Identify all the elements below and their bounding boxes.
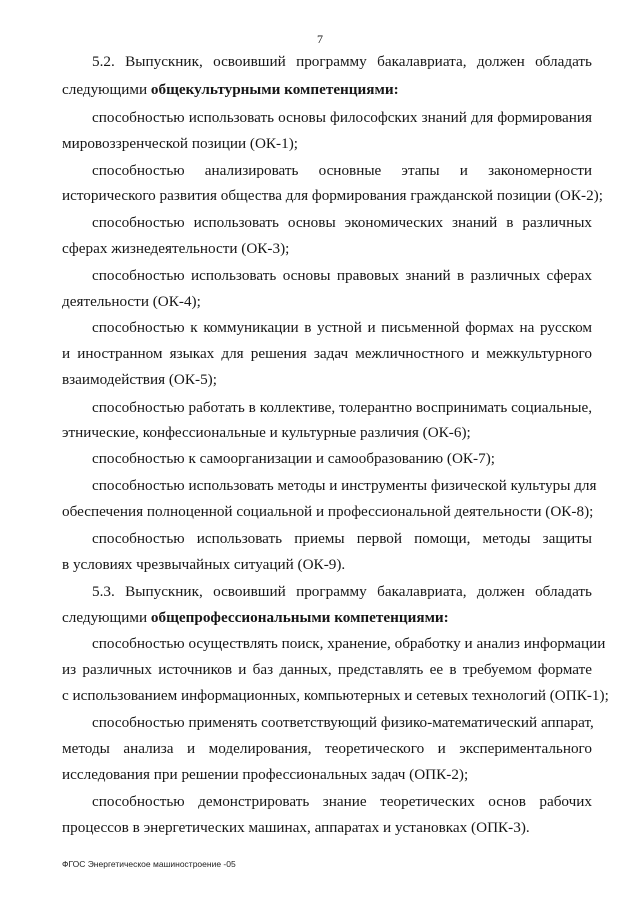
- opk-1-line-1: способностью осуществлять поиск, хранение, обработку и анализ информации: [92, 635, 606, 652]
- ok-3-line-2: сферах жизнедеятельности (ОК-3);: [62, 240, 290, 257]
- ok-9-line-2: в условиях чрезвычайных ситуаций (ОК-9).: [62, 556, 346, 573]
- ok-8-line-2: обеспечения полноценной социальной и профессиональной деятельности (ОК-8);: [62, 503, 594, 520]
- section-5-3-heading: общепрофессиональными компетенциями:: [150, 609, 449, 626]
- opk-2-line-3: исследования при решении профессиональных задач (ОПК-2);: [62, 766, 469, 783]
- section-5-2-line-2: [62, 80, 592, 100]
- opk-3-line-2: процессов в энергетических машинах, аппаратах и установках (ОПК-3).: [62, 819, 530, 836]
- section-5-2-line-1: 5.2. Выпускник, освоивший программу бакалавриата, должен обладать: [92, 53, 592, 70]
- section-5-3-line-2: [62, 608, 592, 628]
- ok-7-line-1: способностью к самоорганизации и самообразованию (ОК-7);: [92, 450, 495, 467]
- ok-1-line-1: способностью использовать основы философских знаний для формирования: [92, 109, 592, 126]
- section-5-2-intro: следующими: [62, 81, 151, 98]
- ok-8-line-1: способностью использовать методы и инструменты физической культуры для: [92, 477, 597, 494]
- opk-3-line-1: способностью демонстрировать знание теоретических основ рабочих: [92, 793, 592, 810]
- ok-5-line-3: взаимодействия (ОК-5);: [62, 371, 217, 388]
- ok-6-line-2: этнические, конфессиональные и культурные различия (ОК-6);: [62, 424, 471, 441]
- opk-1-line-2: из различных источников и баз данных, представлять ее в требуемом формате: [62, 661, 592, 678]
- ok-2-line-1: способностью анализировать основные этапы и закономерности: [92, 162, 592, 179]
- page-number: 7: [317, 32, 323, 46]
- ok-4-line-2: деятельности (ОК-4);: [62, 293, 201, 310]
- ok-6-line-1: способностью работать в коллективе, толерантно воспринимать социальные,: [92, 399, 592, 416]
- document-footer: ФГОС Энергетическое машиностроение -05: [62, 859, 236, 869]
- ok-2-line-2: исторического развития общества для формирования гражданской позиции (ОК-2);: [62, 187, 603, 204]
- opk-2-line-1: способностью применять соответствующий физико-математический аппарат,: [92, 714, 594, 731]
- ok-1-line-2: мировоззренческой позиции (ОК-1);: [62, 135, 298, 152]
- section-5-3-line-1: 5.3. Выпускник, освоивший программу бакалавриата, должен обладать: [92, 583, 592, 600]
- section-5-3-intro: следующими: [62, 609, 151, 626]
- opk-2-line-2: методы анализа и моделирования, теоретического и экспериментального: [62, 740, 592, 757]
- ok-3-line-1: способностью использовать основы экономических знаний в различных: [92, 214, 592, 231]
- ok-5-line-1: способностью к коммуникации в устной и письменной формах на русском: [92, 319, 592, 336]
- ok-4-line-1: способностью использовать основы правовых знаний в различных сферах: [92, 267, 592, 284]
- ok-5-line-2: и иностранном языках для решения задач межличностного и межкультурного: [62, 345, 592, 362]
- ok-9-line-1: способностью использовать приемы первой помощи, методы защиты: [92, 530, 592, 547]
- opk-1-line-3: с использованием информационных, компьютерных и сетевых технологий (ОПК-1);: [62, 687, 609, 704]
- section-5-2-heading: общекультурными компетенциями:: [150, 81, 399, 98]
